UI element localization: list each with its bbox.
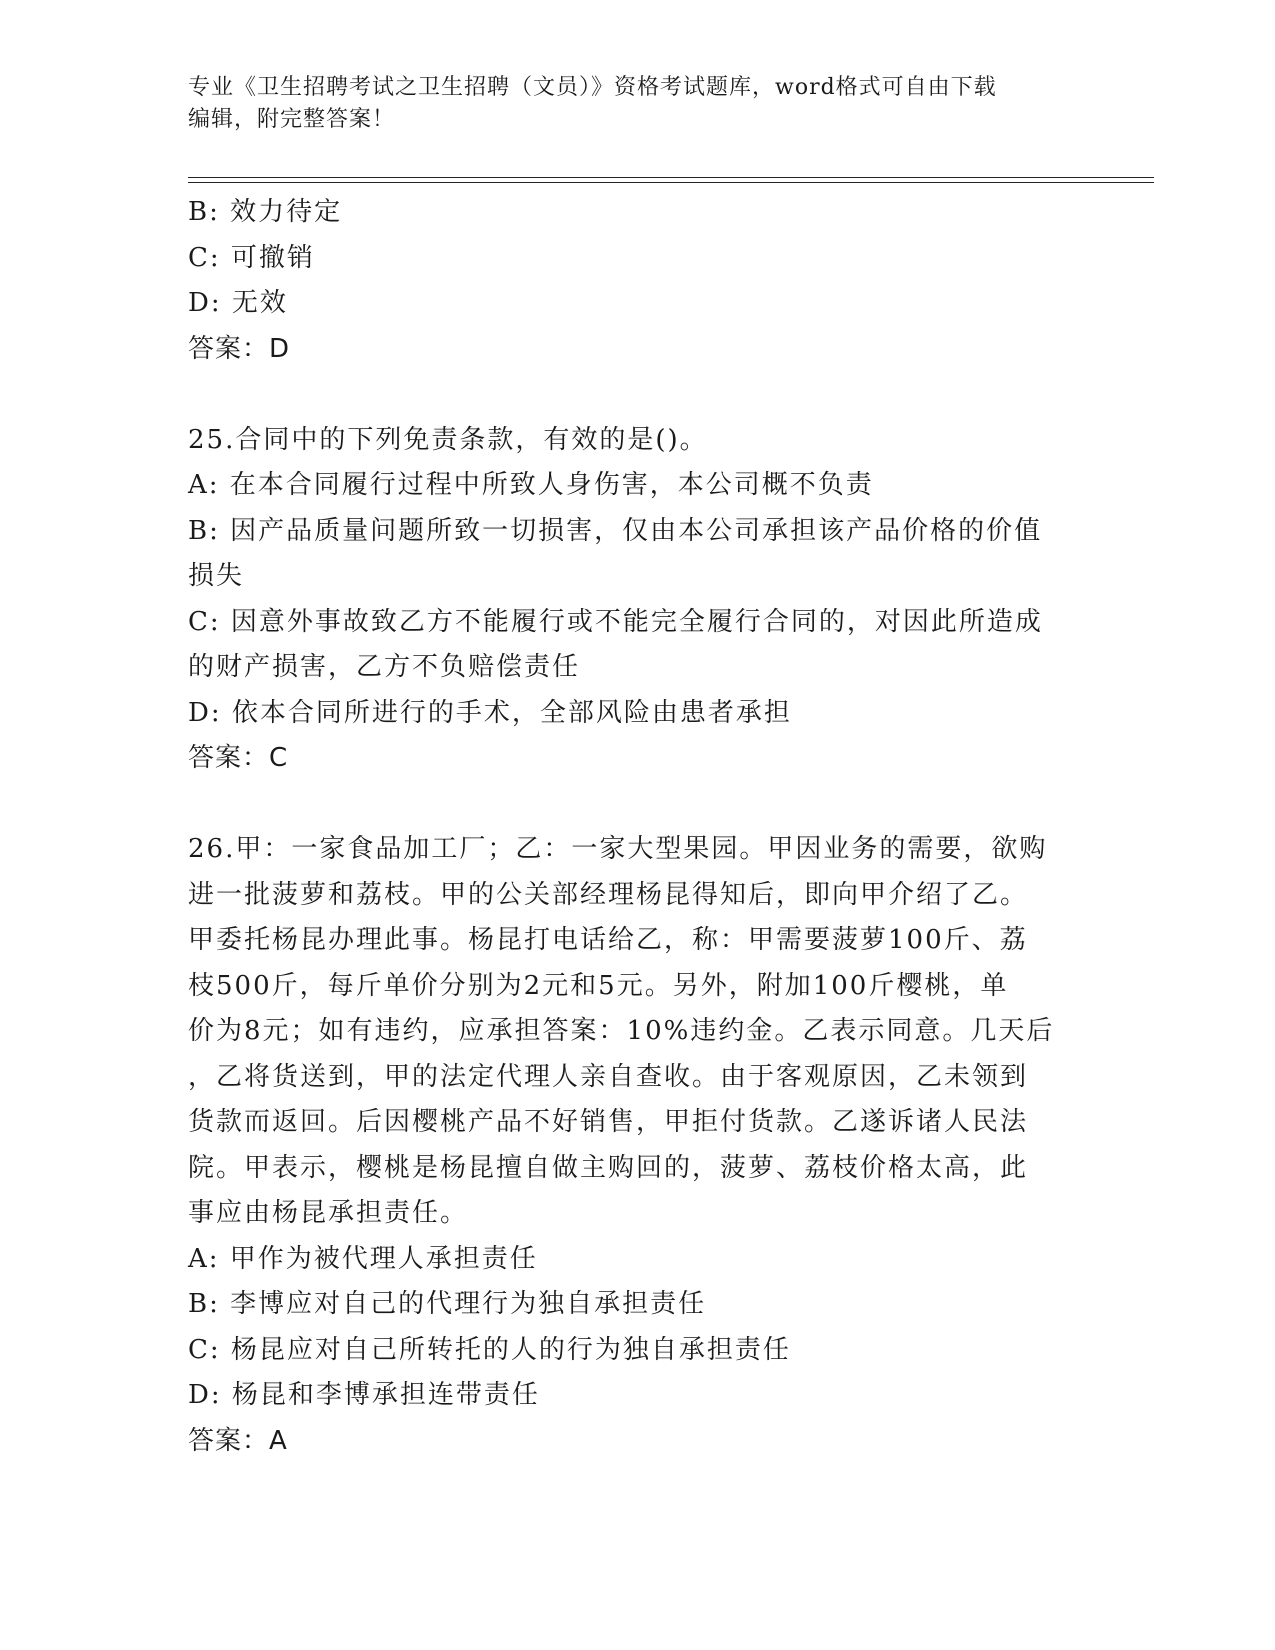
option-c: C: 因意外事故致乙方不能履行或不能完全履行合同的，对因此所造成 <box>188 606 1043 637</box>
document-header <box>188 72 1088 136</box>
question-25 <box>188 418 1088 782</box>
header-line-2: 编辑，附完整答案！ <box>188 107 396 132</box>
answer-line: 答案：C <box>188 743 289 773</box>
document-body <box>188 190 1088 1464</box>
option-b: B: 效力待定 <box>188 197 343 227</box>
prev-question <box>188 190 1088 372</box>
option-d: D: 依本合同所进行的手术，全部风险由患者承担 <box>188 697 792 728</box>
question-stem: 25.合同中的下列免责条款，有效的是()。 <box>188 424 708 455</box>
answer-line: 答案：A <box>188 1425 288 1456</box>
spacer <box>188 782 1088 828</box>
option-a: A: 在本合同履行过程中所致人身伤害，本公司概不负责 <box>188 470 874 500</box>
question-stem-line: 甲委托杨昆办理此事。杨昆打电话给乙，称：甲需要菠萝100斤、荔 <box>188 925 1028 955</box>
option-c-continued: 的财产损害，乙方不负赔偿责任 <box>188 652 581 682</box>
option-b-continued: 损失 <box>188 561 245 591</box>
question-stem-line: 院。甲表示，樱桃是杨昆擅自做主购回的，菠萝、荔枝价格太高，此 <box>188 1152 1029 1183</box>
question-stem-line: 价为8元；如有违约，应承担答案：10%违约金。乙表示同意。几天后 <box>188 1016 1055 1046</box>
option-d: D: 杨昆和李博承担连带责任 <box>188 1380 540 1410</box>
option-c: C: 杨昆应对自己所转托的人的行为独自承担责任 <box>188 1334 791 1365</box>
header-divider-top <box>188 177 1154 178</box>
answer-line: 答案：D <box>188 333 291 364</box>
option-c: C: 可撤销 <box>188 242 315 273</box>
question-stem-line: 枝500斤，每斤单价分别为2元和5元。另外，附加100斤樱桃，单 <box>188 970 1009 1001</box>
question-stem-line: ，乙将货送到，甲的法定代理人亲自查收。由于客观原因，乙未领到 <box>188 1061 1029 1092</box>
header-line-1: 专业《卫生招聘考试之卫生招聘（文员）》资格考试题库，word格式可自由下载 <box>188 75 997 100</box>
option-b: B: 李博应对自己的代理行为独自承担责任 <box>188 1289 707 1319</box>
option-d: D: 无效 <box>188 288 288 318</box>
question-stem-line: 进一批菠萝和荔枝。甲的公关部经理杨昆得知后，即向甲介绍了乙。 <box>188 879 1029 910</box>
header-divider-bottom <box>188 182 1154 183</box>
question-stem-line: 事应由杨昆承担责任。 <box>188 1198 469 1228</box>
option-a: A: 甲作为被代理人承担责任 <box>188 1243 538 1274</box>
question-stem-line: 货款而返回。后因樱桃产品不好销售，甲拒付货款。乙遂诉诸人民法 <box>188 1107 1029 1137</box>
question-stem-line: 26.甲：一家食品加工厂；乙：一家大型果园。甲因业务的需要，欲购 <box>188 834 1048 864</box>
question-26 <box>188 827 1088 1464</box>
spacer <box>188 372 1088 418</box>
option-b: B: 因产品质量问题所致一切损害，仅由本公司承担该产品价格的价值 <box>188 515 1043 546</box>
